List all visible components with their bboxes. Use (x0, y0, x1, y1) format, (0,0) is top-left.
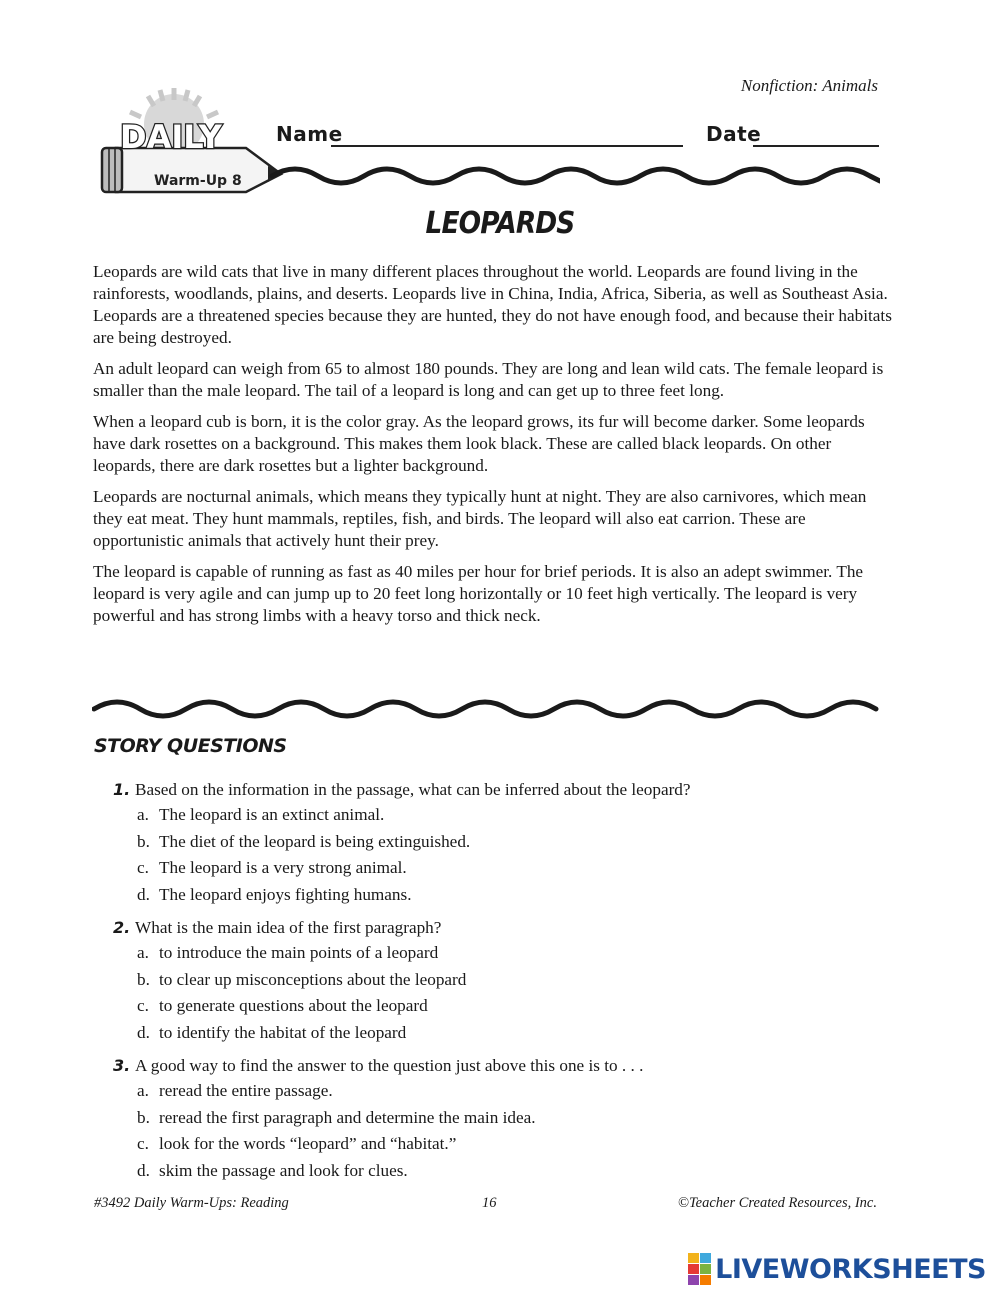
page-title: LEOPARDS (425, 206, 575, 241)
name-label: Name (276, 122, 343, 146)
answer-option-b[interactable]: b. reread the first paragraph and determine the main idea. (137, 1107, 536, 1127)
logo-block (688, 1253, 699, 1263)
answer-option-d[interactable]: d. to identify the habitat of the leopard (137, 1022, 407, 1042)
warmup-number: Warm-Up 8 (154, 173, 242, 189)
question-text: A good way to find the answer to the question just above this one is to . . . (135, 1056, 644, 1075)
footer-book-title: #3492 Daily Warm-Ups: Reading (94, 1195, 289, 1211)
passage-paragraph: The leopard is capable of running as fast as 40 miles per hour for brief periods. It is also an adept swimmer. The leopard is very agile and can jump up to 20 feet long horizontally or 10 feet high vertically. The leopard is very powerful and has strong limbs with a heavy torso and thick neck. (93, 562, 864, 625)
answer-option-b[interactable]: b. The diet of the leopard is being extinguished. (137, 831, 471, 851)
liveworksheets-logo[interactable] (688, 1252, 986, 1286)
question-3 (113, 1054, 893, 1184)
logo-word: DAILY (120, 118, 222, 156)
question-2 (113, 916, 893, 1046)
answer-option-c[interactable]: c. The leopard is a very strong animal. (137, 858, 407, 877)
passage-paragraph: When a leopard cub is born, it is the color gray. As the leopard grows, its fur will become darker. Some leopards have dark rosettes on a background. This makes them look black. These are called black leopards. On other leopards, there are dark rosettes but a lighter background. (93, 412, 865, 475)
logo-block (688, 1264, 699, 1274)
question-text: What is the main idea of the first paragraph? (135, 918, 442, 937)
date-field[interactable] (753, 145, 879, 147)
question-number: 3. (113, 1056, 131, 1075)
section-wave-divider (92, 696, 880, 722)
answer-option-a[interactable]: a. The leopard is an extinct animal. (137, 805, 385, 824)
answer-option-d[interactable]: d. The leopard enjoys fighting humans. (137, 884, 412, 904)
liveworksheets-wordmark: LIVEWORKSHEETS (715, 1253, 986, 1285)
passage-paragraph: An adult leopard can weigh from 65 to almost 180 pounds. They are long and lean wild cats. The female leopard is smaller than the male leopard. The tail of a leopard is long and can get up to three feet long. (93, 359, 884, 400)
question-1 (113, 778, 893, 908)
logo-block (700, 1275, 711, 1285)
question-list (113, 778, 893, 1192)
answer-option-c[interactable]: c. to generate questions about the leopard (137, 996, 428, 1015)
date-label: Date (706, 122, 762, 146)
footer-page-number: 16 (482, 1195, 497, 1211)
answer-option-d[interactable]: d. skim the passage and look for clues. (137, 1160, 408, 1180)
header-wave-divider (92, 163, 880, 189)
logo-block (700, 1264, 711, 1274)
name-field[interactable] (331, 145, 683, 147)
answer-option-c[interactable]: c. look for the words “leopard” and “habitat.” (137, 1134, 457, 1153)
passage-paragraph: Leopards are nocturnal animals, which means they typically hunt at night. They are also carnivores, which mean they eat meat. They hunt mammals, reptiles, fish, and birds. The leopard will also eat carrion. These are opportunistic animals that actively hunt their prey. (93, 487, 867, 550)
answer-option-b[interactable]: b. to clear up misconceptions about the leopard (137, 969, 467, 989)
answer-option-a[interactable]: a. to introduce the main points of a leopard (137, 943, 439, 962)
question-number: 2. (113, 918, 131, 937)
liveworksheets-blocks-icon (688, 1253, 711, 1285)
reading-passage (93, 261, 893, 636)
footer-copyright: ©Teacher Created Resources, Inc. (677, 1195, 877, 1211)
story-questions-heading: STORY QUESTIONS (94, 735, 287, 757)
answer-option-a[interactable]: a. reread the entire passage. (137, 1081, 333, 1100)
question-text: Based on the information in the passage, what can be inferred about the leopard? (135, 780, 691, 799)
category-label: Nonfiction: Animals (740, 76, 878, 95)
passage-paragraph: Leopards are wild cats that live in many different places throughout the world. Leopards are found living in the rainforests, woodlands, plains, and deserts. Leopards live in China, India, Africa, Siberia, as well as Southeast Asia. Leopards are a threatened species because they are hunted, they do not have enough food, and because their habitats are being destroyed. (93, 262, 892, 347)
logo-block (688, 1275, 699, 1285)
logo-block (700, 1253, 711, 1263)
question-number: 1. (113, 780, 131, 799)
